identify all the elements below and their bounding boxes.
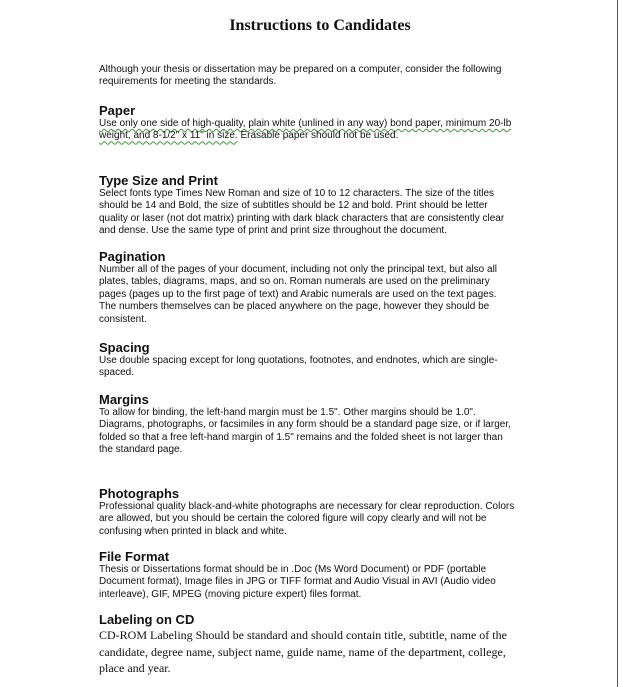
- body-line: Professional quality black-and-white photographs are necessary for clear reproduction. Colors: [99, 501, 515, 512]
- body-line: Document format), Image files in JPG or TIFF format and Audio Visual in AVI (Audio video: [99, 576, 496, 588]
- body-line: Thesis or Dissertations format should be in .Doc (Ms Word Document) or PDF (portable: [99, 564, 487, 575]
- body-line: and dense. Use the same type of print and print size throughout the document.: [99, 225, 447, 237]
- section-heading: Type Size and Print: [99, 173, 218, 188]
- section-heading: Labeling on CD: [99, 612, 195, 627]
- body-line: Select fonts type Times New Roman and size of 10 to 12 characters. The size of the titles: [99, 188, 495, 199]
- body-line: candidate, degree name, subject name, guide name, name of the department, college,: [99, 644, 506, 659]
- body-line: plates, tables, diagrams, maps, and so on. Roman numerals are used on the preliminary: [99, 276, 490, 288]
- body-line: should be 14 and Bold, the size of subtitles should be 12 and bold. Print should be letter: [99, 200, 488, 212]
- section-spacing: [99, 340, 609, 380]
- body-line: Number all of the pages of your document, including not only the principal text, but also all: [99, 264, 498, 275]
- body-line: pages (pages up to the first page of text) and Arabic numerals are used on the text pages.: [99, 288, 497, 300]
- section-labeling-cd: [99, 612, 609, 677]
- body-line: CD-ROM Labeling Should be standard and should contain title, subtitle, name of the: [99, 628, 507, 642]
- section-heading: Pagination: [99, 249, 166, 264]
- body-line: interleave), GIF, MPEG (moving picture expert) files format.: [99, 588, 362, 600]
- section-pagination: [99, 249, 609, 326]
- section-heading: Photographs: [99, 486, 180, 501]
- section-heading: Spacing: [99, 340, 150, 355]
- intro-paragraph: [99, 64, 609, 89]
- section-margins: [99, 392, 609, 457]
- section-file-format: [99, 549, 609, 601]
- body-line: consistent.: [99, 313, 147, 325]
- section-type-size: [99, 173, 609, 238]
- section-heading: File Format: [99, 549, 170, 564]
- body-line: Diagrams, photographs, or facsimiles in any form should be a standard page size, or if larger,: [99, 419, 511, 431]
- body-line: are allowed, but you should be certain the colored figure will copy clearly and will not be: [99, 513, 487, 525]
- body-line: spaced.: [99, 367, 135, 379]
- page-edge-line: [617, 0, 618, 687]
- body-line: place and year.: [99, 661, 171, 675]
- body-line: confusing when printed in black and white.: [99, 525, 287, 537]
- body-line: the standard page.: [99, 444, 183, 456]
- section-heading: Margins: [99, 392, 149, 407]
- body-line: folded so that a free left-hand margin of 1.5" remains and the folded sheet is not larger than: [99, 431, 503, 443]
- section-heading: Paper: [99, 103, 136, 118]
- body-line: weight, and 8-1/2" x 11" in size.: [99, 130, 238, 142]
- body-line: To allow for binding, the left-hand margin must be 1.5". Other margins should be 1.0".: [99, 407, 476, 418]
- body-line: Use double spacing except for long quotations, footnotes, and endnotes, which are single-: [99, 355, 498, 366]
- body-line: Use only one side of high-quality, plain white (unlined in any way) bond paper, minimum 20-lb: [99, 118, 512, 129]
- intro-line: Although your thesis or dissertation may be prepared on a computer, consider the following: [99, 64, 502, 75]
- body-line: Erasable paper should not be used.: [240, 130, 399, 142]
- intro-line: requirements for meeting the standards.: [99, 76, 277, 88]
- document-title: Instructions to Candidates: [229, 17, 411, 34]
- section-photographs: [99, 486, 609, 538]
- body-line: quality or laser (not dot matrix) printing with dark black characters that are consistently clear: [99, 212, 505, 224]
- body-line: The numbers themselves can be placed anywhere on the page, however they should be: [99, 301, 490, 313]
- section-paper: [99, 103, 609, 143]
